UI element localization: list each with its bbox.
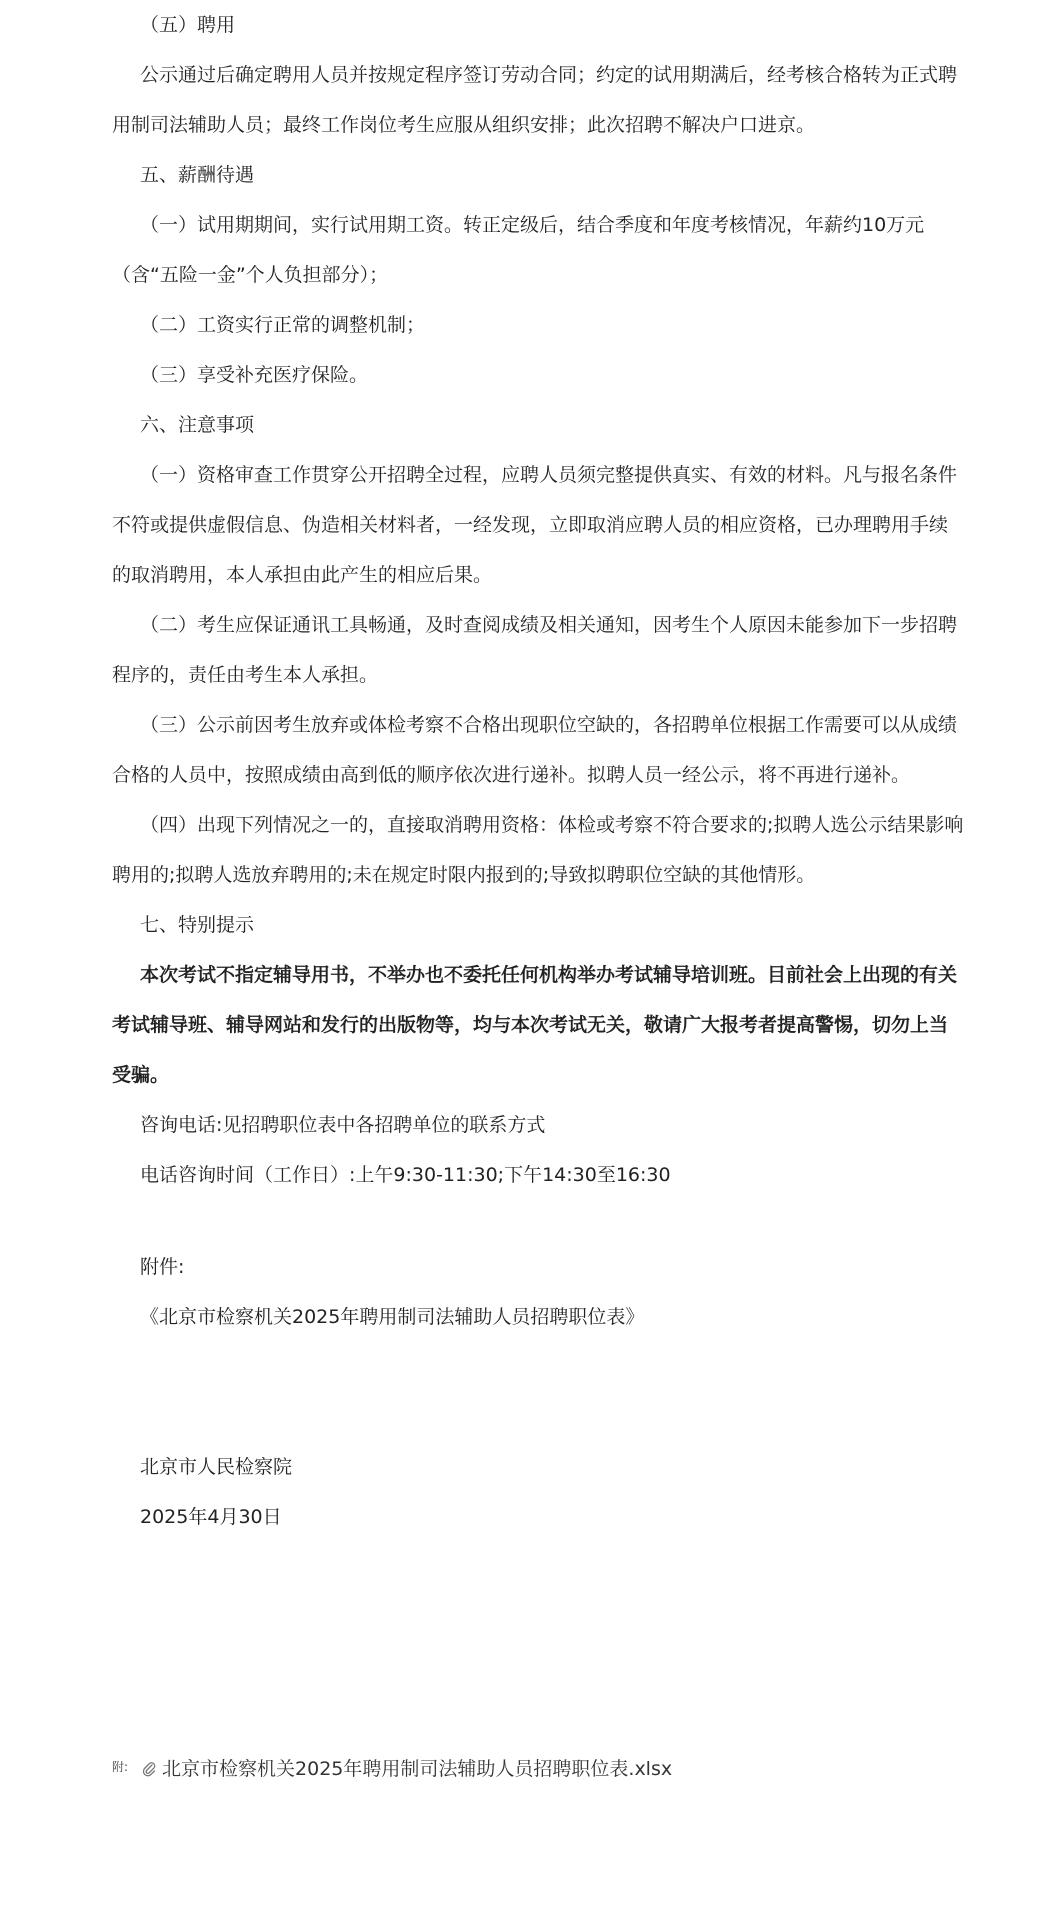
notes-item-2: （二）考生应保证通讯工具畅通，及时查阅成绩及相关通知，因考生个人原因未能参加下一步招聘程序的，责任由考生本人承担。: [112, 614, 958, 686]
spacer: [112, 1200, 964, 1242]
section-employment-heading: （五）聘用: [140, 14, 236, 36]
salary-item-2: （二）工资实行正常的调整机制；: [140, 314, 426, 336]
notes-item-3: （三）公示前因考生放弃或体检考察不合格出现职位空缺的，各招聘单位根据工作需要可以从成绩合格的人员中，按照成绩由高到低的顺序依次进行递补。拟聘人员一经公示，将不再进行递补。: [112, 714, 958, 786]
spacer: [112, 1342, 964, 1442]
notes-heading: 六、注意事项: [140, 414, 255, 436]
salary-item-1: （一）试用期期间，实行试用期工资。转正定级后，结合季度和年度考核情况，年薪约10万元（含“五险一金”个人负担部分）；: [112, 214, 925, 286]
consult-hours: 电话咨询时间（工作日）:上午9:30-11:30;下午14:30至16:30: [140, 1164, 671, 1186]
signature-org: 北京市人民检察院: [140, 1456, 293, 1478]
special-notice-paragraph: 本次考试不指定辅导用书，不举办也不委托任何机构举办考试辅导培训班。目前社会上出现的有关考试辅导班、辅导网站和发行的出版物等，均与本次考试无关，敬请广大报考者提高警惕，切勿上当受骗。: [112, 964, 958, 1086]
signature-date: 2025年4月30日: [140, 1506, 282, 1528]
paperclip-icon: [142, 1760, 156, 1778]
employment-paragraph: 公示通过后确定聘用人员并按规定程序签订劳动合同；约定的试用期满后，经考核合格转为正式聘用制司法辅助人员；最终工作岗位考生应服从组织安排；此次招聘不解决户口进京。: [112, 64, 958, 136]
attachment-prefix: 附:: [112, 1760, 129, 1774]
notes-item-4: （四）出现下列情况之一的，直接取消聘用资格：体检或考察不符合要求的;拟聘人选公示结果影响聘用的;拟聘人选放弃聘用的;未在规定时限内报到的;导致拟聘职位空缺的其他情形。: [112, 814, 964, 886]
salary-item-3: （三）享受补充医疗保险。: [140, 364, 369, 386]
notes-item-1: （一）资格审查工作贯穿公开招聘全过程，应聘人员须完整提供真实、有效的材料。凡与报名条件不符或提供虚假信息、伪造相关材料者，一经发现，立即取消应聘人员的相应资格，已办理聘用手续的取消聘用，本人承担由此产生的相应后果。: [112, 464, 958, 586]
annex-title: 《北京市检察机关2025年聘用制司法辅助人员招聘职位表》: [140, 1306, 645, 1328]
salary-heading: 五、薪酬待遇: [140, 164, 255, 186]
attachment-row: [112, 1756, 672, 1782]
attachment-file-link[interactable]: 北京市检察机关2025年聘用制司法辅助人员招聘职位表.xlsx: [162, 1758, 673, 1780]
special-notice-heading: 七、特别提示: [140, 914, 255, 936]
consult-phone: 咨询电话:见招聘职位表中各招聘单位的联系方式: [140, 1114, 546, 1136]
annex-label: 附件:: [140, 1256, 185, 1278]
document-body: [112, 0, 964, 1542]
